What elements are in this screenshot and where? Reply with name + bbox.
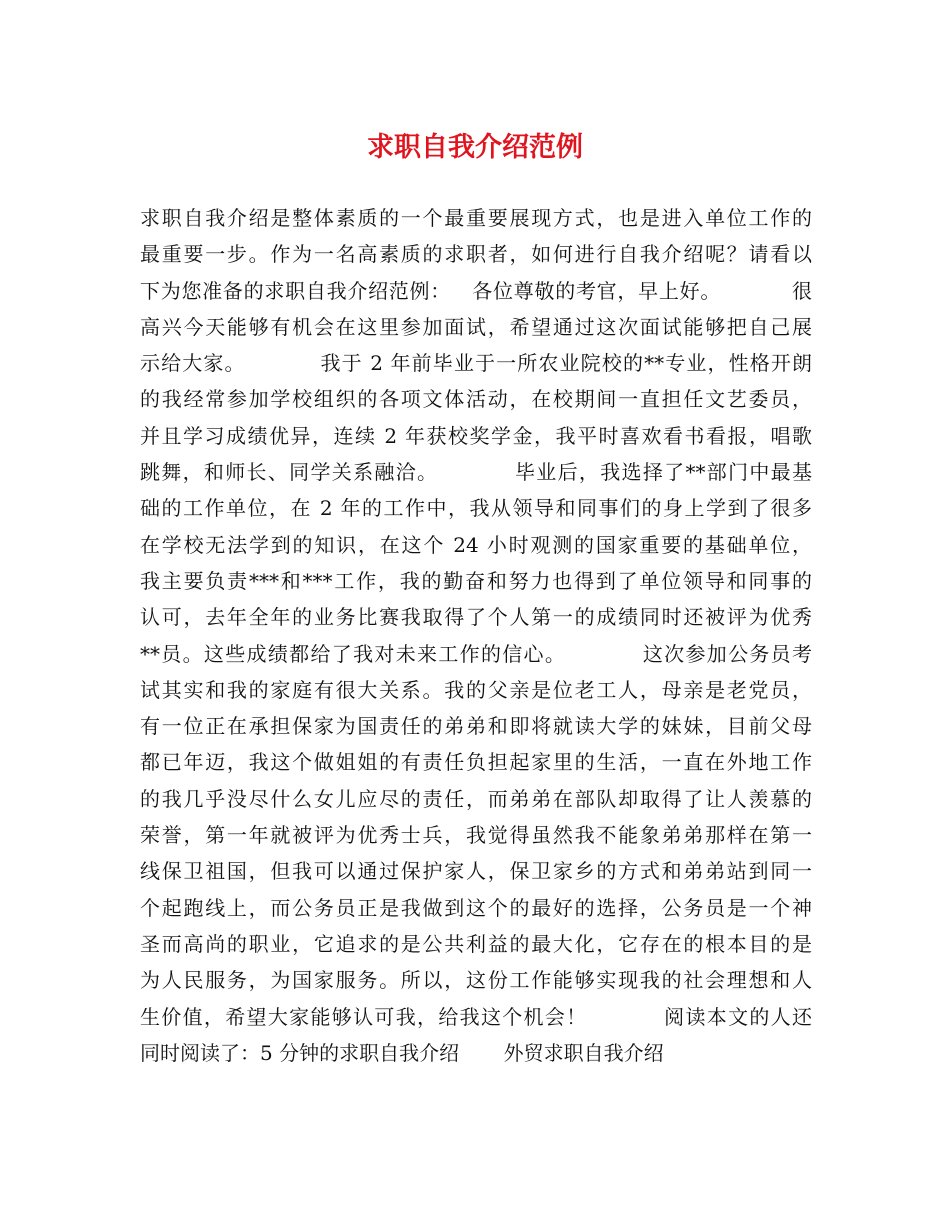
body-line: 试其实和我的家庭有很大关系。我的父亲是位老工人，母亲是老党员， xyxy=(140,677,812,702)
body-line: 的我经常参加学校组织的各项文体活动，在校期间一直担任文艺委员， xyxy=(140,387,812,412)
body-line: **员。这些成绩都给了我对未来工作的信心。 这次参加公务员考 xyxy=(140,641,812,666)
body-line: 高兴今天能够有机会在这里参加面试，希望通过这次面试能够把自己展 xyxy=(140,314,812,339)
body-line: 在学校无法学到的知识，在这个 24 小时观测的国家重要的基础单位， xyxy=(140,532,812,557)
body-line: 跳舞，和师长、同学关系融洽。 毕业后，我选择了**部门中最基 xyxy=(140,460,812,485)
document-body xyxy=(140,200,812,1071)
body-line: 为人民服务，为国家服务。所以，这份工作能够实现我的社会理想和人 xyxy=(140,968,812,993)
body-line: 我主要负责***和***工作，我的勤奋和努力也得到了单位领导和同事的 xyxy=(140,568,812,593)
body-line: 示给大家。 我于 2 年前毕业于一所农业院校的**专业，性格开朗 xyxy=(140,351,812,376)
body-line: 线保卫祖国，但我可以通过保护家人，保卫家乡的方式和弟弟站到同一 xyxy=(140,859,812,884)
body-line-last: 同时阅读了：5 分钟的求职自我介绍 外贸求职自我介绍 xyxy=(140,1040,664,1065)
body-line: 并且学习成绩优异，连续 2 年获校奖学金，我平时喜欢看书看报，唱歌 xyxy=(140,423,812,448)
body-line: 生价值，希望大家能够认可我，给我这个机会！ 阅读本文的人还 xyxy=(140,1004,812,1029)
body-line: 的我几乎没尽什么女儿应尽的责任，而弟弟在部队却取得了让人羡慕的 xyxy=(140,786,812,811)
body-line: 础的工作单位，在 2 年的工作中，我从领导和同事们的身上学到了很多 xyxy=(140,496,812,521)
body-line: 求职自我介绍是整体素质的一个最重要展现方式，也是进入单位工作的 xyxy=(140,206,812,230)
body-line: 都已年迈，我这个做姐姐的有责任负担起家里的生活，一直在外地工作 xyxy=(140,750,812,775)
body-line: 个起跑线上，而公务员正是我做到这个的最好的选择，公务员是一个神 xyxy=(140,895,812,920)
body-line: 有一位正在承担保家为国责任的弟弟和即将就读大学的妹妹，目前父母 xyxy=(140,714,812,739)
document-title: 求职自我介绍范例 xyxy=(367,132,583,163)
body-line: 下为您准备的求职自我介绍范例： 各位尊敬的考官，早上好。 很 xyxy=(140,278,812,303)
body-line: 荣誉，第一年就被评为优秀士兵，我觉得虽然我不能象弟弟那样在第一 xyxy=(140,823,812,848)
body-line: 认可，去年全年的业务比赛我取得了个人第一的成绩同时还被评为优秀 xyxy=(140,605,812,630)
body-line: 最重要一步。作为一名高素质的求职者，如何进行自我介绍呢？请看以 xyxy=(140,242,812,267)
body-line: 圣而高尚的职业，它追求的是公共利益的最大化，它存在的根本目的是 xyxy=(140,931,812,956)
